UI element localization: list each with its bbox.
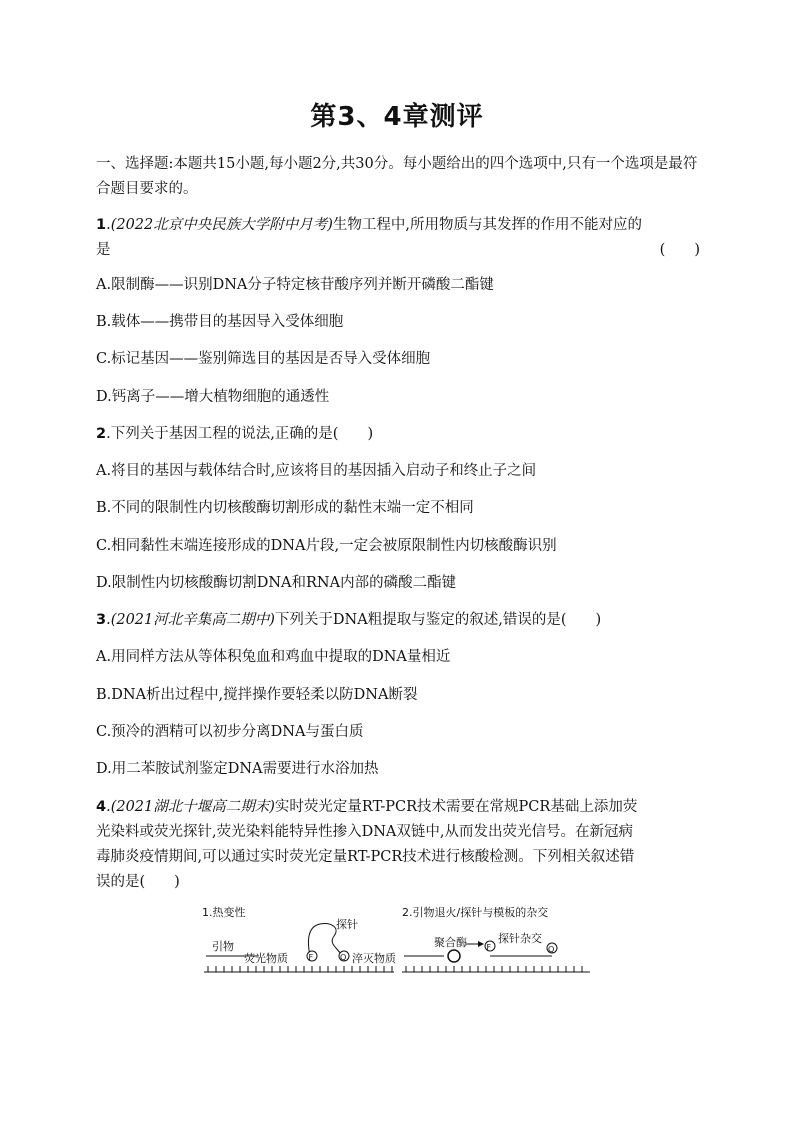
option-c: C.预冷的酒精可以初步分离DNA与蛋白质 [96, 724, 364, 740]
rt-pcr-diagram [198, 896, 598, 986]
question-3-stem [96, 608, 700, 633]
arrow-head-icon [478, 941, 484, 947]
page-title: 第3、4章测评 [310, 102, 484, 132]
question-number: 1 [96, 217, 107, 233]
question-number: 4 [96, 799, 107, 815]
question-number: 2 [96, 426, 107, 442]
label-fluor: 荧光物质 [244, 952, 288, 965]
question-source: .(2021河北辛集高二期中) [106, 612, 275, 628]
question-2-stem [96, 422, 700, 447]
label-primer: 引物 [212, 940, 234, 953]
question-4-line2: 光染料或荧光探针,荧光染料能特异性掺入DNA双链中,从而发出荧光信号。在新冠病 [96, 824, 633, 840]
option-b: B.载体——携带目的基因导入受体细胞 [96, 314, 344, 330]
option-d: D.用二苯胺试剂鉴定DNA需要进行水浴加热 [96, 761, 379, 777]
option-a: A.用同样方法从等体积兔血和鸡血中提取的DNA量相近 [96, 649, 451, 665]
panel-1-title: 1.热变性 [202, 906, 246, 919]
question-number: 3 [96, 612, 107, 628]
question-text: .下列关于基因工程的说法,正确的是( ) [106, 426, 374, 442]
section-header: 一、选择题:本题共15小题,每小题2分,共30分。每小题给出的四个选项中,只有一个选项是最符合题目要求的。 [96, 156, 698, 197]
label-quench: 淬灭物质 [352, 952, 396, 965]
template-strand-1 [204, 966, 394, 972]
option-d: D.限制性内切核酸酶切割DNA和RNA内部的磷酸二酯键 [96, 575, 457, 591]
option-c: C.标记基因——鉴别筛选目的基因是否导入受体细胞 [96, 351, 431, 367]
question-4-line4: 误的是( ) [96, 874, 180, 890]
answer-paren: ( ) [659, 242, 700, 258]
template-strand-2 [402, 966, 590, 972]
question-text: 是 [96, 242, 111, 258]
option-b: B.不同的限制性内切核酸酶切割形成的黏性末端一定不相同 [96, 500, 474, 516]
question-source: .(2022北京中央民族大学附中月考) [106, 217, 333, 233]
question-4-stem [96, 795, 700, 820]
label-probe: 探针 [336, 918, 358, 931]
question-source: .(2021湖北十堰高二期末) [106, 799, 275, 815]
option-d: D.钙离子——增大植物细胞的通透性 [96, 389, 330, 405]
question-text: 实时荧光定量RT-PCR技术需要在常规PCR基础上添加荧 [274, 799, 638, 815]
quench-symbol: Q [340, 953, 347, 962]
option-a: A.限制酶——识别DNA分子特定核苷酸序列并断开磷酸二酯键 [96, 277, 494, 293]
question-1-stem-line2 [96, 238, 700, 263]
question-text: 下列关于DNA粗提取与鉴定的叙述,错误的是( ) [274, 612, 602, 628]
label-polymerase: 聚合酶 [434, 936, 467, 949]
option-a: A.将目的基因与载体结合时,应该将目的基因插入启动子和终止子之间 [96, 463, 537, 479]
fluor-symbol: F [308, 953, 314, 962]
polymerase-marker [448, 950, 460, 962]
panel-2-title: 2.引物退火/探针与模板的杂交 [402, 906, 549, 919]
fluor-symbol-2: F [486, 943, 492, 952]
label-hybrid: 探针杂交 [498, 932, 542, 945]
question-text: 生物工程中,所用物质与其发挥的作用不能对应的 [332, 217, 643, 233]
question-4-line3: 毒肺炎疫情期间,可以通过实时荧光定量RT-PCR技术进行核酸检测。下列相关叙述错 [96, 849, 635, 865]
quench-symbol-2: Q [548, 945, 555, 954]
option-c: C.相同黏性末端连接形成的DNA片段,一定会被原限制性内切核酸酶识别 [96, 538, 557, 554]
question-1-stem [96, 213, 700, 238]
option-b: B.DNA析出过程中,搅拌操作要轻柔以防DNA断裂 [96, 687, 418, 703]
